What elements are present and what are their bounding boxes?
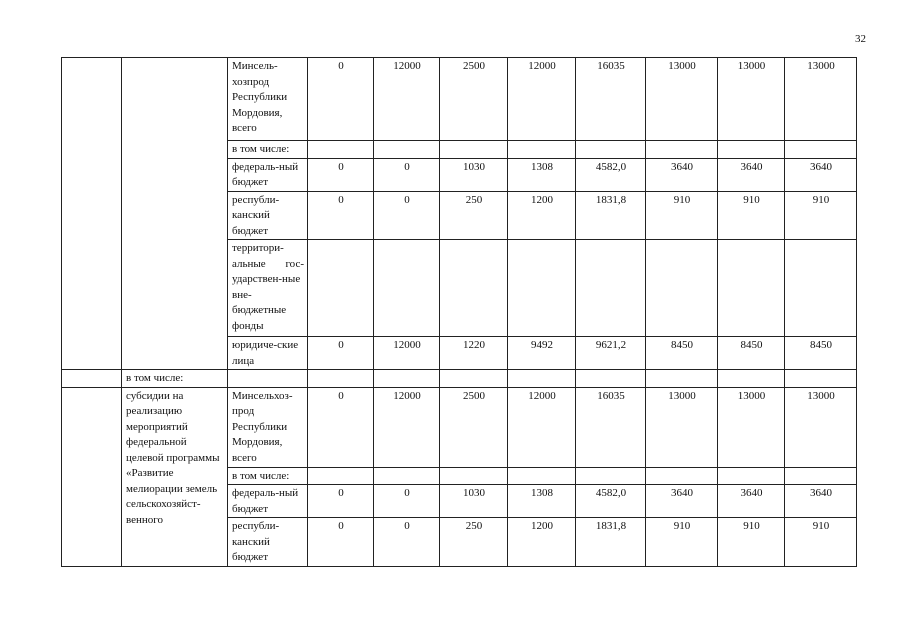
table-row [62,387,857,467]
value-cell: 910 [646,191,718,240]
value-cell: 9492 [508,337,576,370]
empty-name-cell [122,58,228,370]
source-cell: республи-канский бюджет [228,191,308,240]
value-cell: 2500 [440,387,508,467]
source-cell: республи-канский бюджет [228,518,308,567]
value-cell: 13000 [646,58,718,141]
including-label: в том числе: [228,141,308,159]
value-cell: 4582,0 [576,485,646,518]
source-cell: федераль-ный бюджет [228,158,308,191]
source-cell: юридиче-ские лица [228,337,308,370]
value-cell [785,240,857,337]
value-cell: 910 [785,518,857,567]
value-cell: 0 [308,485,374,518]
value-cell: 9621,2 [576,337,646,370]
budget-table [61,57,857,567]
value-cell: 0 [308,518,374,567]
source-cell: Минсельхоз-прод Республики Мордовия, всего [228,387,308,467]
page-number: 32 [855,33,866,45]
source-cell: федераль-ный бюджет [228,485,308,518]
value-cell: 1030 [440,485,508,518]
value-cell: 0 [308,158,374,191]
value-cell [374,240,440,337]
value-cell: 13000 [785,58,857,141]
table-row [62,58,857,141]
value-cell: 16035 [576,58,646,141]
value-cell: 0 [374,191,440,240]
value-cell: 13000 [718,58,785,141]
value-cell: 12000 [374,58,440,141]
value-cell [576,240,646,337]
value-cell: 12000 [374,337,440,370]
empty-number-cell [62,58,122,370]
value-cell: 16035 [576,387,646,467]
source-cell: территори-альные гос-ударствен-ные вне-бюджетные фонды [228,240,308,337]
value-cell: 3640 [718,158,785,191]
value-cell: 13000 [718,387,785,467]
value-cell: 1308 [508,485,576,518]
value-cell: 910 [718,518,785,567]
value-cell: 0 [374,485,440,518]
value-cell: 3640 [718,485,785,518]
value-cell [508,240,576,337]
value-cell: 910 [718,191,785,240]
including-label: в том числе: [122,370,228,388]
value-cell: 910 [785,191,857,240]
value-cell: 1030 [440,158,508,191]
value-cell: 13000 [646,387,718,467]
value-cell [308,240,374,337]
value-cell: 12000 [508,387,576,467]
value-cell: 0 [308,387,374,467]
value-cell: 250 [440,518,508,567]
value-cell: 1200 [508,191,576,240]
value-cell: 8450 [785,337,857,370]
value-cell: 4582,0 [576,158,646,191]
value-cell: 8450 [718,337,785,370]
value-cell: 0 [308,337,374,370]
value-cell: 3640 [646,158,718,191]
value-cell: 8450 [646,337,718,370]
value-cell: 1308 [508,158,576,191]
value-cell: 13000 [785,387,857,467]
source-cell: Минсель-хозпрод Республики Мордовия, всего [228,58,308,141]
value-cell: 1220 [440,337,508,370]
value-cell: 1831,8 [576,191,646,240]
program-name-cell: субсидии на реализацию мероприятий федеральной целевой программы «Развитие мелиорации земель сельскохозяйст-венного [122,387,228,566]
value-cell: 0 [374,158,440,191]
value-cell: 910 [646,518,718,567]
value-cell: 3640 [785,158,857,191]
value-cell [718,240,785,337]
table-row [62,370,857,388]
value-cell: 0 [308,191,374,240]
empty-number-cell [62,387,122,566]
value-cell [646,240,718,337]
value-cell: 250 [440,191,508,240]
value-cell: 0 [308,58,374,141]
value-cell: 1200 [508,518,576,567]
value-cell: 12000 [508,58,576,141]
value-cell [440,240,508,337]
value-cell: 3640 [646,485,718,518]
including-label: в том числе: [228,467,308,485]
value-cell: 1831,8 [576,518,646,567]
value-cell: 0 [374,518,440,567]
value-cell: 2500 [440,58,508,141]
value-cell: 3640 [785,485,857,518]
value-cell: 12000 [374,387,440,467]
